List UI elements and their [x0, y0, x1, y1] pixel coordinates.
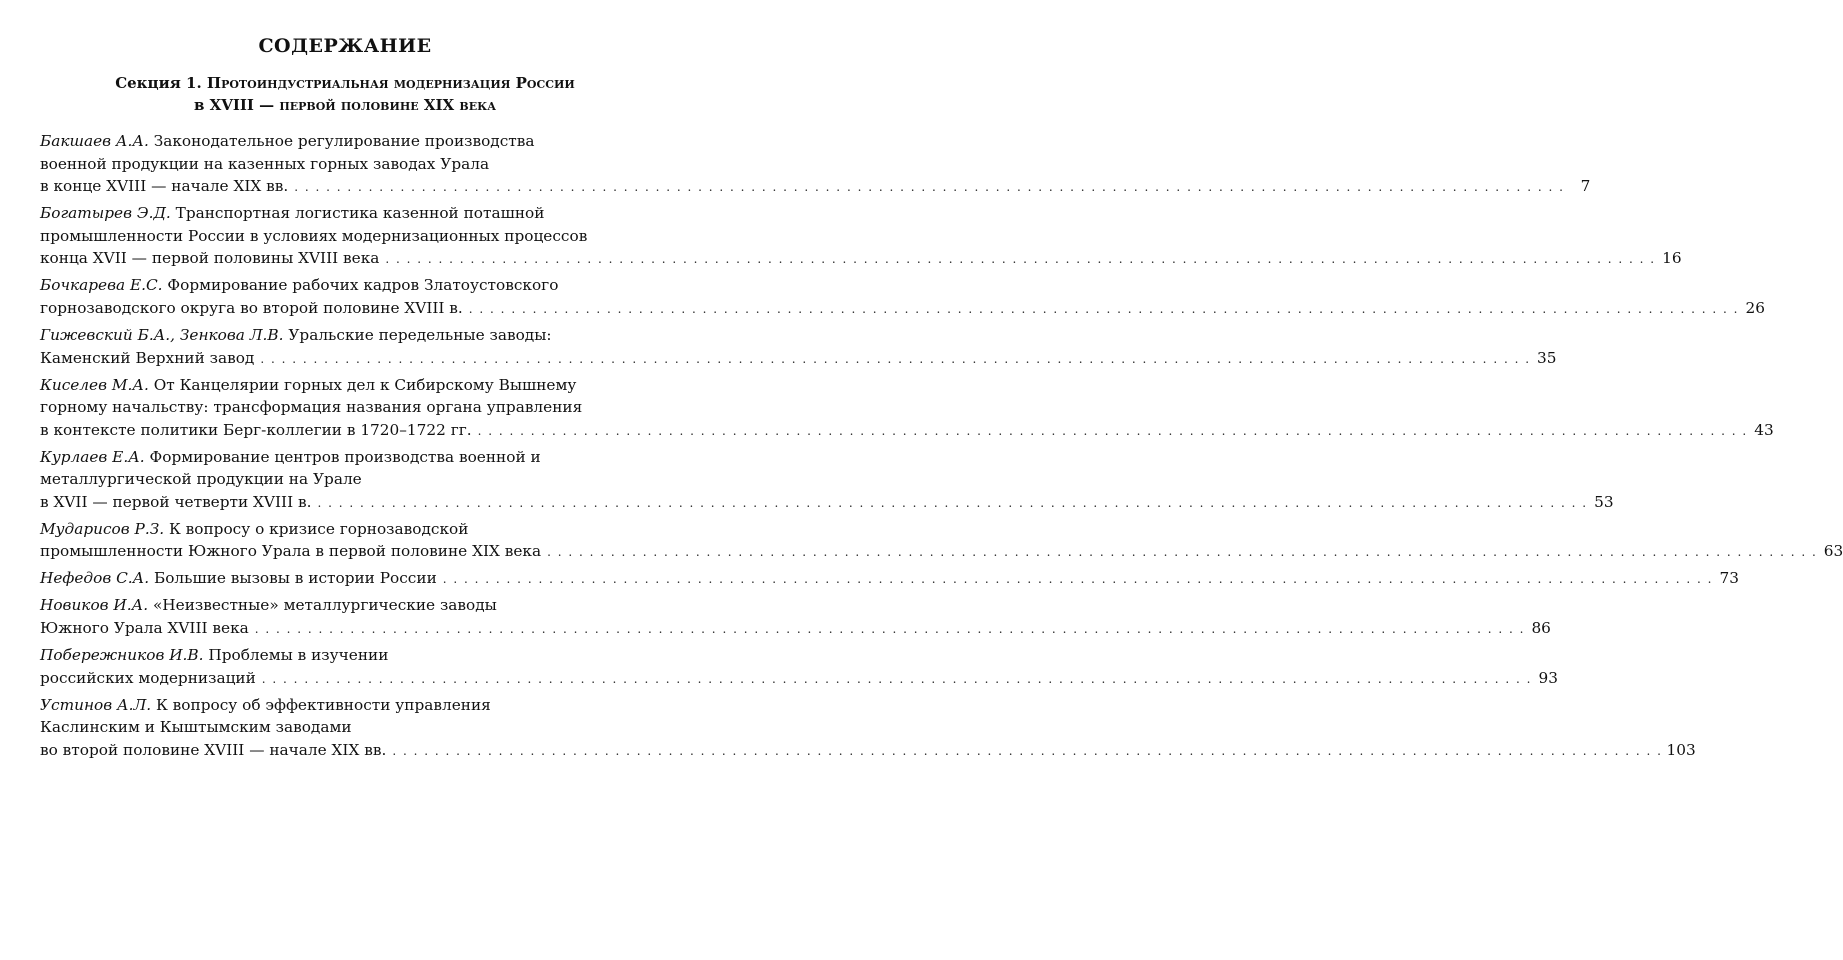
contents-entry [40, 594, 1551, 640]
entry-page-number: 63 [1823, 542, 1843, 561]
entry-author: Бочкарева Е.С. [40, 276, 163, 295]
contents-entry [40, 567, 1739, 591]
entry-title-text: во второй половине XVIII — начале XIX вв. [40, 740, 387, 759]
entry-title-text: Большие вызовы в истории России [149, 569, 437, 588]
entry-title-line [40, 374, 650, 397]
dot-leader: . . . . . . . . . . . . . . . . . . . . . . . . . . . . . . . . . . . . . . . . . . . . . . . . . . . . . . . . . . . . . . . . . . . . . . . . . . . . . . . . . . . . . . . . . . . . . . . . . . . . . . . . . . . . . . . . . . . . . . . . [254, 622, 1525, 636]
entry-title-line [40, 153, 650, 176]
contents-entry [40, 518, 1843, 564]
entry-page-number: 26 [1745, 298, 1765, 317]
entry-author: Побережников И.В. [40, 645, 204, 664]
entry-author: Богатырев Э.Д. [40, 204, 171, 223]
entry-page-number: 43 [1754, 420, 1774, 439]
section-heading-line2 [40, 94, 650, 116]
section-title-part: века [459, 96, 497, 114]
entry-last-line [40, 247, 1682, 271]
entry-title-line [40, 130, 650, 153]
entry-title-text: К вопросу о кризисе горнозаводской [164, 519, 469, 538]
contents-entry [40, 694, 1696, 763]
entry-title-text: конца XVII — первой половины XVIII века [40, 249, 380, 268]
dot-leader: . . . . . . . . . . . . . . . . . . . . . . . . . . . . . . . . . . . . . . . . . . . . . . . . . . . . . . . . . . . . . . . . . . . . . . . . . . . . . . . . . . . . . . . . . . . . . . . . . . . . . . . . . . . . . . . . . . . . . . . . [547, 545, 1818, 560]
contents-list [40, 130, 1843, 762]
entry-last-line [40, 175, 1591, 199]
entry-title-line [40, 202, 650, 225]
entry-last-line [40, 491, 1614, 515]
dot-leader: . . . . . . . . . . . . . . . . . . . . . . . . . . . . . . . . . . . . . . . . . . . . . . . . . . . . . . . . . . . . . . . . . . . . . . . . . . . . . . . . . . . . . . . . . . . . . . . . . . . . . . . . . . . . . . . . . . . . . . . . [260, 351, 1531, 366]
entry-title-text: горнозаводского округа во второй половине XVIII в. [40, 298, 463, 317]
section-title-part: Протоиндустриальная модернизация России [206, 74, 575, 92]
contents-entry [40, 274, 1765, 320]
dot-leader: . . . . . . . . . . . . . . . . . . . . . . . . . . . . . . . . . . . . . . . . . . . . . . . . . . . . . . . . . . . . . . . . . . . . . . . . . . . . . . . . . . . . . . . . . . . . . . . . . . . . . . . . . . . . . . . . . . . . . . . . [294, 180, 1565, 195]
dot-leader: . . . . . . . . . . . . . . . . . . . . . . . . . . . . . . . . . . . . . . . . . . . . . . . . . . . . . . . . . . . . . . . . . . . . . . . . . . . . . . . . . . . . . . . . . . . . . . . . . . . . . . . . . . . . . . . . . . . . . . . . [468, 301, 1739, 316]
entry-title-text: Формирование центров производства военной и [144, 447, 541, 466]
entry-author: Мударисов Р.З. [40, 519, 165, 538]
entry-title-line [40, 225, 650, 248]
section-number: Секция 1. [115, 74, 207, 92]
entry-title-line [40, 446, 650, 469]
entry-last-line [40, 419, 1774, 443]
entry-author: Курлаев Е.А. [40, 447, 145, 466]
contents-entry [40, 446, 1614, 515]
contents-entry [40, 644, 1558, 690]
entry-title-line [40, 694, 650, 717]
entry-title-text: в конце XVIII — начале XIX вв. [40, 177, 289, 196]
dot-leader: . . . . . . . . . . . . . . . . . . . . . . . . . . . . . . . . . . . . . . . . . . . . . . . . . . . . . . . . . . . . . . . . . . . . . . . . . . . . . . . . . . . . . . . . . . . . . . . . . . . . . . . . . . . . . . . . . . . . . . . . [477, 423, 1748, 438]
entry-title-text: Законодательное регулирование производства [148, 132, 535, 150]
entry-page-number: 103 [1666, 740, 1696, 759]
entry-title-line [40, 716, 650, 739]
entry-title-text: в контексте политики Берг-коллегии в 1720–1722 гг. [40, 420, 472, 439]
entry-last-line [40, 617, 1551, 641]
entry-title-text [40, 567, 437, 590]
entry-page-number: 35 [1537, 348, 1557, 367]
entry-title-text: промышленности России в условиях модернизационных процессов [40, 226, 588, 245]
entry-page-number: 73 [1719, 569, 1739, 588]
entry-title-text: промышленности Южного Урала в первой половине XIX века [40, 542, 542, 561]
entry-author: Устинов А.Л. [40, 695, 152, 714]
contents-entry [40, 202, 1682, 271]
entry-title-text: горному начальству: трансформация названия органа управления [40, 398, 583, 417]
entry-last-line [40, 297, 1765, 321]
entry-last-line [40, 739, 1696, 763]
entry-title-text: Каменский Верхний завод [40, 348, 255, 367]
entry-title-line [40, 644, 650, 667]
entry-page-number: 86 [1531, 619, 1551, 637]
entry-last-line [40, 567, 1739, 591]
entry-title-text: военной продукции на казенных горных заводах Урала [40, 154, 490, 173]
entry-title-text: К вопросу об эффективности управления [151, 695, 491, 714]
entry-title-text: Транспортная логистика казенной поташной [170, 204, 545, 223]
entry-title-text: От Канцелярии горных дел к Сибирскому Вышнему [148, 375, 577, 394]
page-title: СОДЕРЖАНИЕ [258, 35, 432, 57]
entry-page-number: 93 [1538, 668, 1558, 687]
dot-leader: . . . . . . . . . . . . . . . . . . . . . . . . . . . . . . . . . . . . . . . . . . . . . . . . . . . . . . . . . . . . . . . . . . . . . . . . . . . . . . . . . . . . . . . . . . . . . . . . . . . . . . . . . . . . . . . . . . . . . . . . [392, 743, 1663, 758]
entry-title-line [40, 518, 650, 541]
entry-title-text: в XVII — первой четверти XVIII в. [40, 492, 312, 511]
contents-entry [40, 130, 1591, 199]
entry-page-number: 53 [1594, 492, 1614, 511]
entry-author: Гижевский Б.А., Зенкова Л.В. [40, 325, 284, 344]
entry-last-line [40, 347, 1557, 371]
entry-title-line [40, 468, 650, 491]
section-title-part: первой половине [279, 96, 419, 114]
dot-leader: . . . . . . . . . . . . . . . . . . . . . . . . . . . . . . . . . . . . . . . . . . . . . . . . . . . . . . . . . . . . . . . . . . . . . . . . . . . . . . . . . . . . . . . . . . . . . . . . . . . . . . . . . . . . . . . . . . . . . . . . [442, 572, 1713, 587]
dot-leader: . . . . . . . . . . . . . . . . . . . . . . . . . . . . . . . . . . . . . . . . . . . . . . . . . . . . . . . . . . . . . . . . . . . . . . . . . . . . . . . . . . . . . . . . . . . . . . . . . . . . . . . . . . . . . . . . . . . . . . . . [317, 495, 1588, 510]
entry-page-number: 7 [1580, 177, 1591, 196]
section-heading [40, 72, 650, 116]
dot-leader: . . . . . . . . . . . . . . . . . . . . . . . . . . . . . . . . . . . . . . . . . . . . . . . . . . . . . . . . . . . . . . . . . . . . . . . . . . . . . . . . . . . . . . . . . . . . . . . . . . . . . . . . . . . . . . . . . . . . . . . . [261, 671, 1532, 686]
entry-title-text: Формирование рабочих кадров Златоустовского [162, 276, 559, 295]
entry-title-text: российских модернизаций [40, 668, 256, 687]
entry-author: Нефедов С.А. [40, 569, 150, 588]
contents-entry [40, 374, 1774, 443]
section-heading-line1 [40, 72, 650, 94]
entry-title-text: Южного Урала XVIII века [40, 619, 249, 637]
entry-title-text: «Неизвестные» металлургические заводы [148, 596, 497, 615]
entry-last-line [40, 667, 1558, 691]
entry-title-text: Каслинским и Кыштымским заводами [40, 718, 352, 737]
entry-author: Киселев М.А. [40, 375, 149, 394]
entry-title-text: Проблемы в изучении [203, 645, 389, 664]
entry-page-number: 16 [1662, 249, 1682, 268]
entry-title-line [40, 594, 650, 617]
section-title-part: в XVIII — [193, 96, 280, 114]
entry-author: Новиков И.А. [40, 596, 149, 615]
entry-title-line [40, 274, 650, 297]
entry-author: Бакшаев А.А. [40, 132, 149, 150]
entry-title-text: Уральские передельные заводы: [283, 325, 552, 344]
entry-title-line [40, 324, 650, 347]
entry-title-line [40, 396, 650, 419]
dot-leader: . . . . . . . . . . . . . . . . . . . . . . . . . . . . . . . . . . . . . . . . . . . . . . . . . . . . . . . . . . . . . . . . . . . . . . . . . . . . . . . . . . . . . . . . . . . . . . . . . . . . . . . . . . . . . . . . . . . . . . . . [385, 252, 1656, 267]
contents-entry [40, 324, 1557, 370]
entry-title-text: металлургической продукции на Урале [40, 470, 362, 489]
entry-last-line [40, 540, 1843, 564]
section-title-part: XIX [418, 96, 460, 114]
